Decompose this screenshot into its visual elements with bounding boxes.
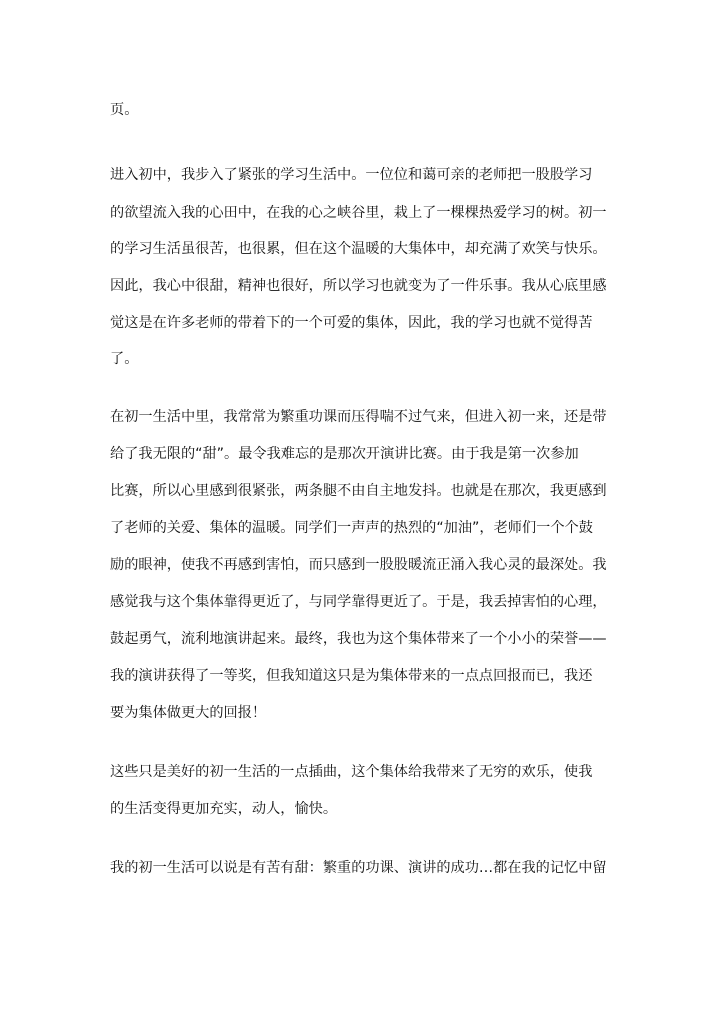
text-line: 我的初一生活可以说是有苦有甜：繁重的功课、演讲的成功…都在我的记忆中留	[110, 860, 607, 876]
text-line: 要为集体做更大的回报！	[110, 705, 267, 721]
text-line: 我的演讲获得了一等奖，但我知道这只是为集体带来的一点点回报而已，我还	[110, 668, 593, 684]
text-line: 在初一生活中里，我常常为繁重功课而压得喘不过气来，但进入初一来，还是带	[110, 409, 607, 425]
text-line: 了。	[110, 351, 139, 367]
text-line: 鼓起勇气，流利地演讲起来。最终，我也为这个集体带来了一个小小的荣誉——	[110, 631, 607, 647]
text-line: 比赛，所以心里感到很紧张，两条腿不由自主地发抖。也就是在那次，我更感到	[110, 483, 607, 499]
text-line: 的学习生活虽很苦，也很累，但在这个温暖的大集体中，却充满了欢笑与快乐。	[110, 241, 607, 257]
text-line: 这些只是美好的初一生活的一点插曲，这个集体给我带来了无穷的欢乐，使我	[110, 764, 593, 780]
text-line: 觉这是在许多老师的带着下的一个可爱的集体，因此，我的学习也就不觉得苦	[110, 315, 593, 331]
text-line: 因此，我心中很甜，精神也很好，所以学习也就变为了一件乐事。我从心底里感	[110, 278, 607, 294]
text-line: 给了我无限的“甜”。最令我难忘的是那次开演讲比赛。由于我是第一次参加	[110, 446, 579, 462]
text-line: 页。	[110, 102, 139, 118]
text-line: 的生活变得更加充实，动人，愉快。	[110, 801, 338, 817]
text-line: 感觉我与这个集体靠得更近了，与同学靠得更近了。于是，我丢掉害怕的心理，	[110, 594, 607, 610]
text-line: 进入初中，我步入了紧张的学习生活中。一位位和蔼可亲的老师把一股股学习	[110, 167, 593, 183]
text-line: 的欲望流入我的心田中，在我的心之峡谷里，栽上了一棵棵热爱学习的树。初一	[110, 205, 607, 221]
text-line: 励的眼神，使我不再感到害怕，而只感到一股股暖流正涌入我心灵的最深处。我	[110, 557, 607, 573]
text-line: 了老师的关爱、集体的温暖。同学们一声声的热烈的“加油”，老师们一个个鼓	[110, 520, 593, 536]
